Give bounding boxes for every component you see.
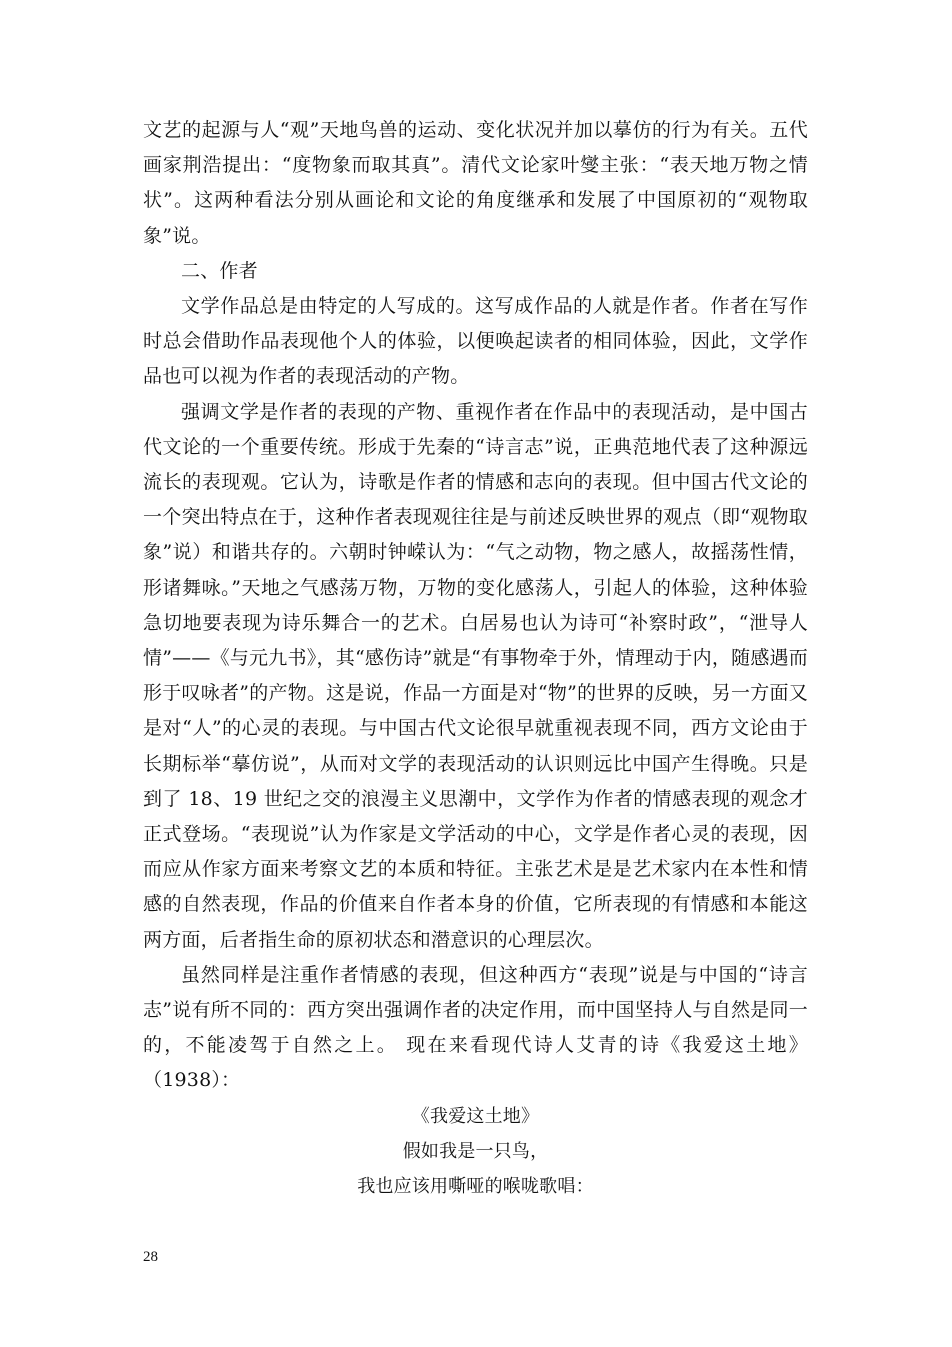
poem-line-2: 我也应该用嘶哑的喉咙歌唱：	[357, 1175, 594, 1197]
poem-title: 《我爱这土地》	[411, 1105, 540, 1127]
paragraph-expression-theory: 强调文学是作者的表现的产物、重视作者在作品中的表现活动，是中国古代文论的一个重要传统。形成于先秦的“诗言志”说，正典范地代表了这种源远流长的表现观。它认为，诗歌是作者的情感和志向的表现。但中国古代文论的一个突出特点在于，这种作者表现观往往是与前述反映世界的观点（即“观物取象”说）和谐共存的。六朝时钟嵘认为：“气之动物，物之感人，故摇荡性情，形诸舞咏。”天地之气感荡万物，万物的变化感荡人，引起人的体验，这种体验急切地要表现为诗乐舞合一的艺术。白居易也认为诗可“补察时政”，“泄导人情”——《与元九书》，其“感伤诗”就是“有事物牵于外，情理动于内，随感遇而形于叹咏者”的产物。这是说，作品一方面是对“物”的世界的反映，另一方面又是对“人”的心灵的表现。与中国古代文论很早就重视表现不同，西方文论由于长期标举“摹仿说”，从而对文学的表现活动的认识则远比中国产生得晚。只是到了 18、19 世纪之交的浪漫主义思潮中，文学作为作者的情感表现的观念才正式登场。“表现说”认为作家是文学活动的中心，文学是作者心灵的表现，因而应从作家方面来考察文艺的本质和特征。主张艺术是是艺术家内在本性和情感的自然表现，作品的价值来自作者本身的价值，它所表现的有情感和本能这两方面，后者指生命的原初状态和潜意识的心理层次。	[143, 400, 808, 951]
paragraph-author-definition: 文学作品总是由特定的人写成的。这写成作品的人就是作者。作者在写作时总会借助作品表现他个人的体验，以便唤起读者的相同体验，因此，文学作品也可以视为作者的表现活动的产物。	[143, 295, 808, 388]
poem-line-1: 假如我是一只鸟，	[402, 1140, 549, 1162]
paragraph-comparison: 虽然同样是注重作者情感的表现，但这种西方“表现”说是与中国的“诗言志”说有所不同的：西方突出强调作者的决定作用，而中国坚持人与自然是同一的，不能凌驾于自然之上。 现在来看现代诗人艾青的诗《我爱这土地》（1938）：	[143, 963, 808, 1092]
section-heading-author: 二、作者	[181, 259, 258, 282]
paragraph-origin-of-art: 文艺的起源与人“观”天地鸟兽的运动、变化状况并加以摹仿的行为有关。五代画家荆浩提出：“度物象而取其真”。清代文论家叶燮主张：“表天地万物之情状”。这两种看法分别从画论和文论的角度继承和发展了中国原初的“观物取象”说。	[143, 119, 808, 247]
body-text	[143, 113, 808, 1204]
page-number: 28	[143, 1249, 158, 1265]
